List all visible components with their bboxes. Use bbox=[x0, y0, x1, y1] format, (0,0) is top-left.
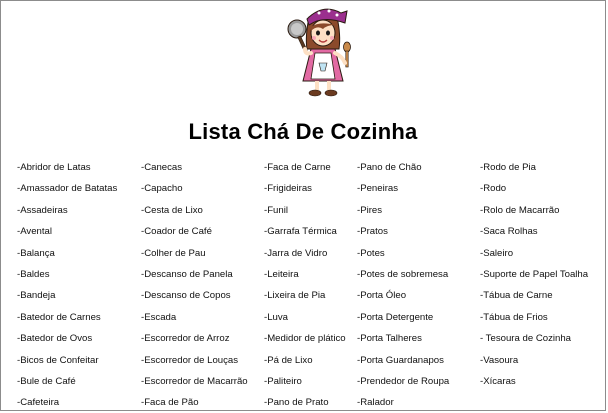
list-item: -Canecas bbox=[141, 162, 183, 173]
items-column-5 bbox=[480, 157, 588, 392]
list-item: -Garrafa Térmica bbox=[264, 226, 337, 238]
list-item: -Balança bbox=[17, 247, 55, 259]
list-item: -Pratos bbox=[357, 226, 388, 238]
list-item: -Pano de Chão bbox=[357, 162, 422, 173]
list-item: -Peneiras bbox=[357, 183, 399, 195]
list-item: -Bicos de Confeitar bbox=[17, 354, 99, 366]
items-column-3 bbox=[264, 157, 346, 411]
list-item: -Lixeira de Pia bbox=[264, 290, 326, 302]
list-item: -Amassador de Batatas bbox=[17, 183, 118, 195]
list-item: -Potes bbox=[357, 247, 385, 259]
list-item: - Tesoura de Cozinha bbox=[480, 333, 572, 345]
list-item: -Colher de Pau bbox=[141, 247, 206, 259]
list-item: -Faca de Carne bbox=[264, 162, 331, 173]
list-item: -Rodo de Pia bbox=[480, 162, 536, 173]
list-item: -Avental bbox=[17, 226, 53, 238]
list-item: -Escorredor de Arroz bbox=[141, 333, 230, 345]
list-item: -Cafeteira bbox=[17, 397, 60, 409]
list-item: -Suporte de Papel Toalha bbox=[480, 268, 589, 280]
list-item: -Bandeja bbox=[17, 290, 56, 302]
items-column-1 bbox=[17, 157, 117, 411]
list-item: -Assadeiras bbox=[17, 204, 68, 216]
list-item: -Baldes bbox=[17, 268, 50, 280]
list-item: -Saleiro bbox=[480, 247, 514, 259]
list-item: -Escada bbox=[141, 311, 177, 323]
list-item: -Potes de sobremesa bbox=[357, 268, 449, 280]
cartoon-girl-chef-icon bbox=[283, 3, 363, 99]
page-title: Lista Chá De Cozinha bbox=[188, 119, 418, 144]
list-item: -Porta Detergente bbox=[357, 311, 434, 323]
list-item: -Luva bbox=[264, 311, 288, 323]
list-item: -Capacho bbox=[141, 183, 183, 195]
list-item: -Ralador bbox=[357, 397, 394, 409]
list-item: -Coador de Café bbox=[141, 226, 212, 238]
list-item: -Funil bbox=[264, 204, 288, 216]
list-item: -Escorredor de Louças bbox=[141, 354, 239, 366]
list-item: -Batedor de Carnes bbox=[17, 311, 101, 323]
list-item: -Porta Talheres bbox=[357, 333, 422, 345]
list-item: -Prendedor de Roupa bbox=[357, 375, 450, 387]
list-item: -Bule de Café bbox=[17, 375, 76, 387]
list-item: -Frigideiras bbox=[264, 183, 312, 195]
list-item: -Vasoura bbox=[480, 354, 519, 366]
list-item: -Medidor de plático bbox=[264, 333, 346, 345]
list-item: -Xícaras bbox=[480, 375, 516, 387]
list-item: -Tábua de Carne bbox=[480, 290, 553, 302]
list-item: -Tábua de Frios bbox=[480, 311, 548, 323]
items-column-2 bbox=[141, 157, 248, 411]
list-item: -Pires bbox=[357, 204, 383, 216]
list-item: -Pano de Prato bbox=[264, 397, 329, 409]
list-item: -Saca Rolhas bbox=[480, 226, 538, 238]
list-item: -Porta Guardanapos bbox=[357, 354, 444, 366]
list-item: -Rolo de Macarrão bbox=[480, 204, 560, 216]
list-item: -Leiteira bbox=[264, 268, 299, 280]
list-item: -Faca de Pão bbox=[141, 397, 199, 409]
list-item: -Descanso de Panela bbox=[141, 268, 233, 280]
list-item: -Batedor de Ovos bbox=[17, 333, 93, 345]
list-item: -Descanso de Copos bbox=[141, 290, 231, 302]
list-item: -Escorredor de Macarrão bbox=[141, 375, 248, 387]
items-column-4 bbox=[357, 157, 449, 411]
list-item: -Pá de Lixo bbox=[264, 354, 313, 366]
list-item: -Paliteiro bbox=[264, 375, 302, 387]
list-item: -Porta Óleo bbox=[357, 290, 407, 302]
list-item: -Rodo bbox=[480, 183, 507, 195]
list-item: -Jarra de Vidro bbox=[264, 247, 328, 259]
list-item: -Cesta de Lixo bbox=[141, 204, 203, 216]
list-item: -Abridor de Latas bbox=[17, 162, 91, 173]
